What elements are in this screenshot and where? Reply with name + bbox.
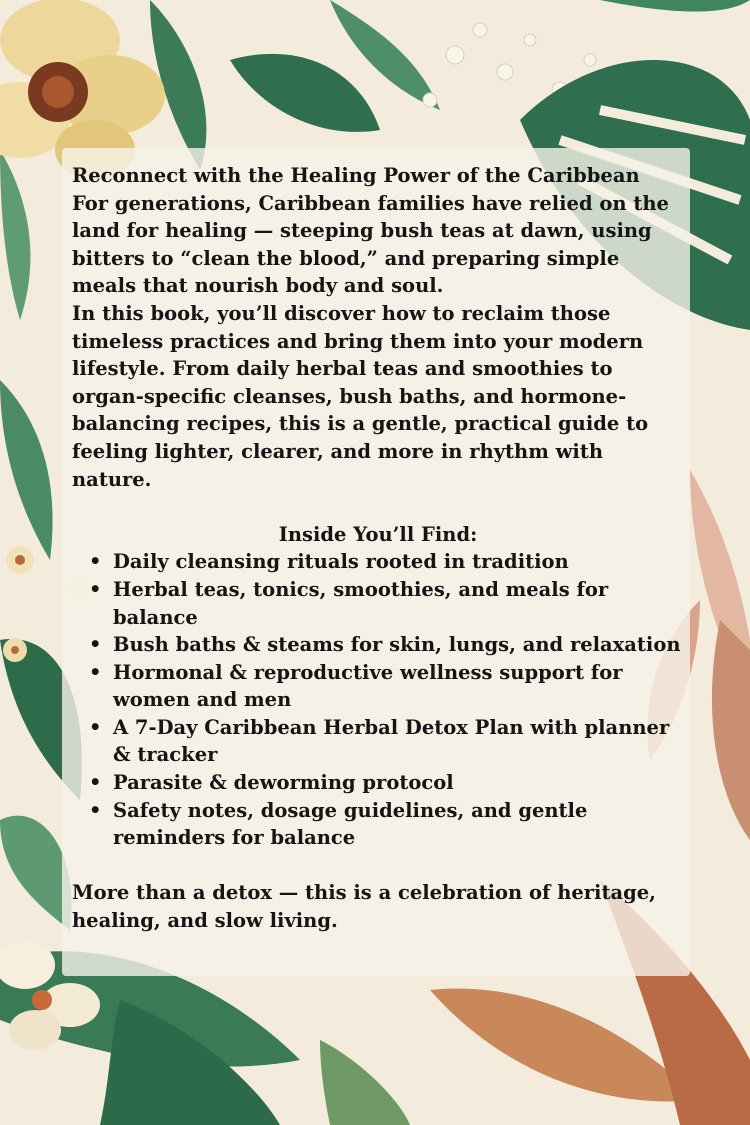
book-description <box>72 162 684 935</box>
features-heading: Inside You’ll Find: <box>278 522 478 546</box>
list-item: • Hormonal & reproductive wellness support for women and men <box>113 659 684 714</box>
list-item: • Bush baths & steams for skin, lungs, and relaxation <box>113 631 684 659</box>
description-paragraph: In this book, you’ll discover how to reclaim those timeless practices and bring them into your modern lifestyle. From daily herbal teas and smoothies to organ-specific cleanses, bush baths, and hormone-balancing recipes, this is a gentle, practical guide to feeling lighter, clearer, and more in rhythm with nature. <box>72 301 649 491</box>
intro-paragraph: For generations, Caribbean families have relied on the land for healing — steeping bush teas at dawn, using bitters to “clean the blood,” and preparing simple meals that nourish body and soul. <box>72 191 669 298</box>
list-item: • Parasite & deworming protocol <box>113 769 684 797</box>
list-item: • Daily cleansing rituals rooted in tradition <box>113 548 684 576</box>
title-line: Reconnect with the Healing Power of the Caribbean <box>72 164 640 187</box>
list-item: • Herbal teas, tonics, smoothies, and meals for balance <box>113 576 684 631</box>
closing-line: More than a detox — this is a celebration of heritage, healing, and slow living. <box>72 881 656 933</box>
list-item: • A 7-Day Caribbean Herbal Detox Plan with planner & tracker <box>113 714 684 769</box>
features-list <box>72 548 684 852</box>
list-item: • Safety notes, dosage guidelines, and gentle reminders for balance <box>113 797 684 852</box>
